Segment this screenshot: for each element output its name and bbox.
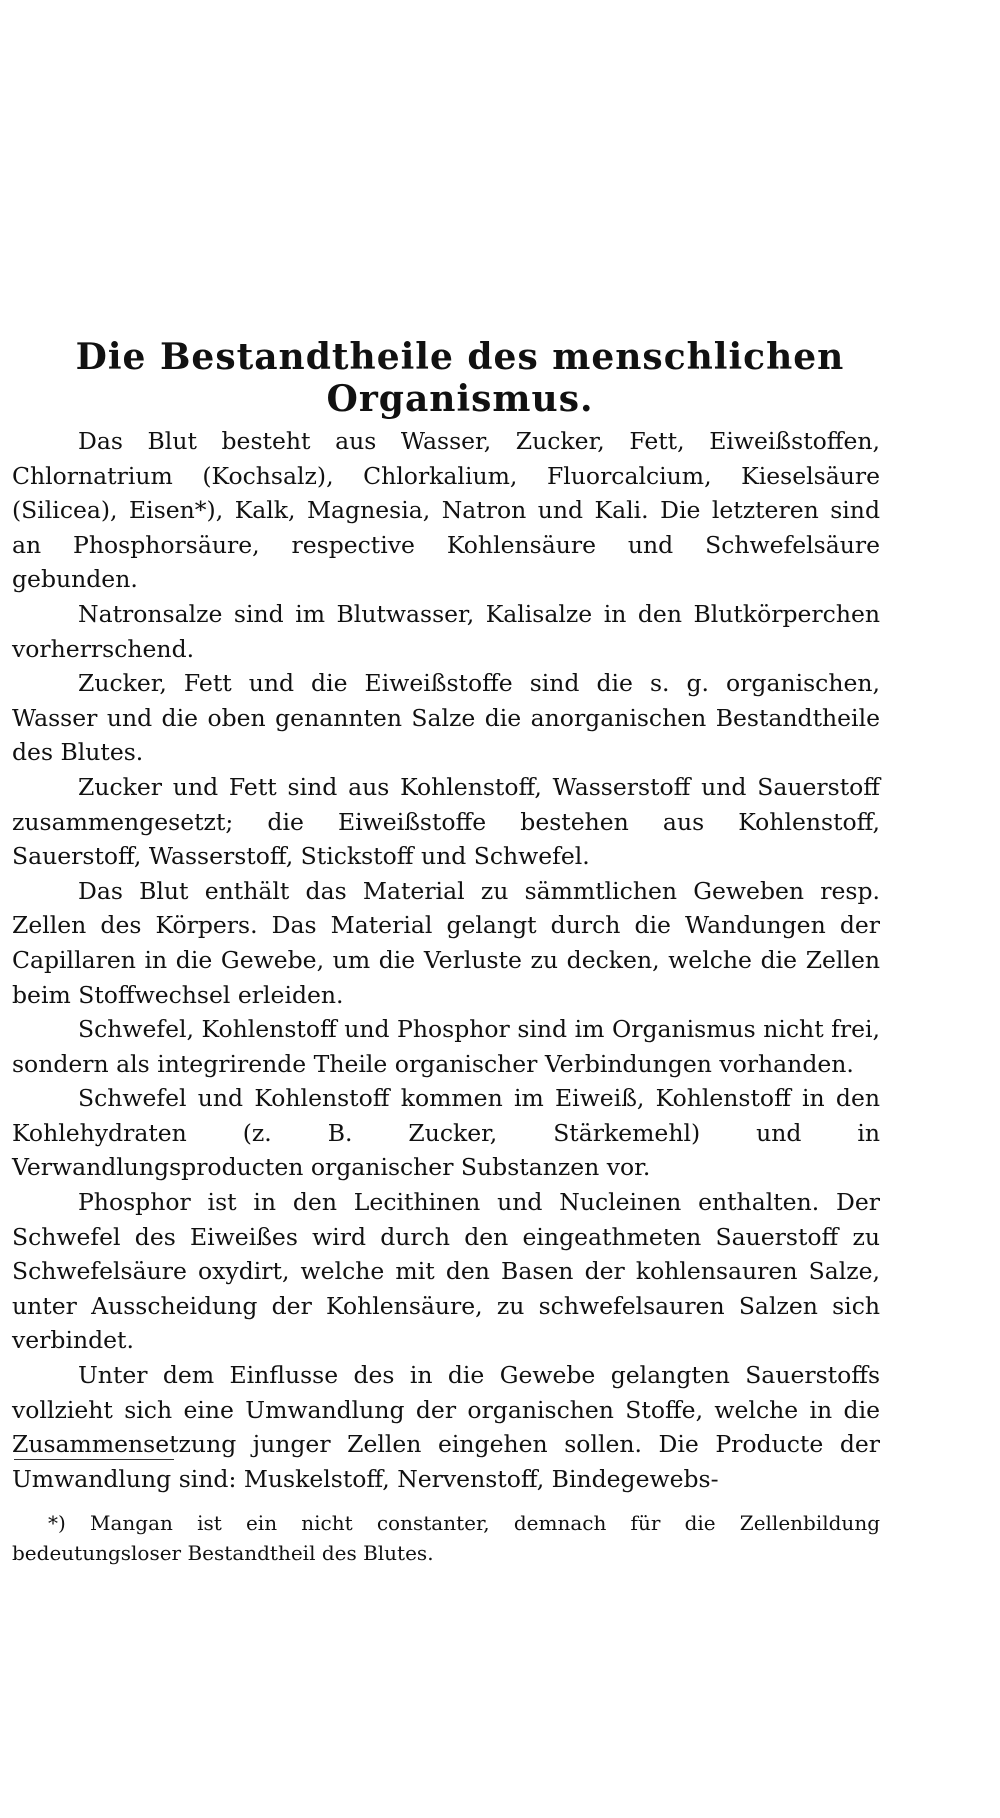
paragraph: Natronsalze sind im Blutwasser, Kalisalze in den Blutkörperchen vorherrschend. xyxy=(12,599,880,663)
paragraph: Das Blut enthält das Material zu sämmtlichen Geweben resp. Zellen des Körpers. Das Material gelangt durch die Wandungen der Capillaren in die Gewebe, um die Verluste zu decken, welche die Zellen beim Stoffwechsel erleiden. xyxy=(12,876,880,1009)
paragraph: Unter dem Einflusse des in die Gewebe gelangten Sauerstoffs vollzieht sich eine Umwandlung der organischen Stoffe, welche in die Zusammensetzung junger Zellen eingehen sollen. Die Producte der Umwandlung sind: Muskelstoff, Nervenstoff, Bindegewebs- xyxy=(12,1361,880,1493)
page-title: Die Bestandtheile des menschlichen Organismus. xyxy=(75,336,845,420)
body-text xyxy=(12,424,880,1496)
paragraph: Phosphor ist in den Lecithinen und Nucleinen enthalten. Der Schwefel des Eiweißes wird durch den eingeathmeten Sauerstoff zu Schwefelsäure oxydirt, welche mit den Basen der kohlensauren Salze, unter Ausscheidung der Kohlensäure, zu schwefelsauren Salzen sich verbindet. xyxy=(12,1188,880,1355)
paragraph: Das Blut besteht aus Wasser, Zucker, Fett, Eiweißstoffen, Chlornatrium (Kochsalz), Chlorkalium, Fluorcalcium, Kieselsäure (Silicea), Eisen*), Kalk, Magnesia, Natron und Kali. Die letzteren sind an Phosphorsäure, respective Kohlensäure und Schwefelsäure gebunden. xyxy=(12,427,880,594)
paragraph: Schwefel und Kohlenstoff kommen im Eiweiß, Kohlenstoff in den Kohlehydraten (z. B. Zucker, Stärkemehl) und in Verwandlungsproducten organischer Substanzen vor. xyxy=(12,1084,880,1182)
footnote-divider xyxy=(14,1459,174,1460)
paragraph: Zucker, Fett und die Eiweißstoffe sind die s. g. organischen, Wasser und die oben genannten Salze die anorganischen Bestandtheile des Blutes. xyxy=(12,669,880,767)
paragraph: Schwefel, Kohlenstoff und Phosphor sind im Organismus nicht frei, sondern als integrirende Theile organischer Verbindungen vorhanden. xyxy=(12,1015,880,1078)
paragraph: Zucker und Fett sind aus Kohlenstoff, Wasserstoff und Sauerstoff zusammengesetzt; die Eiweißstoffe bestehen aus Kohlenstoff, Sauerstoff, Wasserstoff, Stickstoff und Schwefel. xyxy=(12,772,880,871)
footnote: *) Mangan ist ein nicht constanter, demnach für die Zellenbildung bedeutungsloser Bestandtheil des Blutes. xyxy=(12,1511,880,1565)
